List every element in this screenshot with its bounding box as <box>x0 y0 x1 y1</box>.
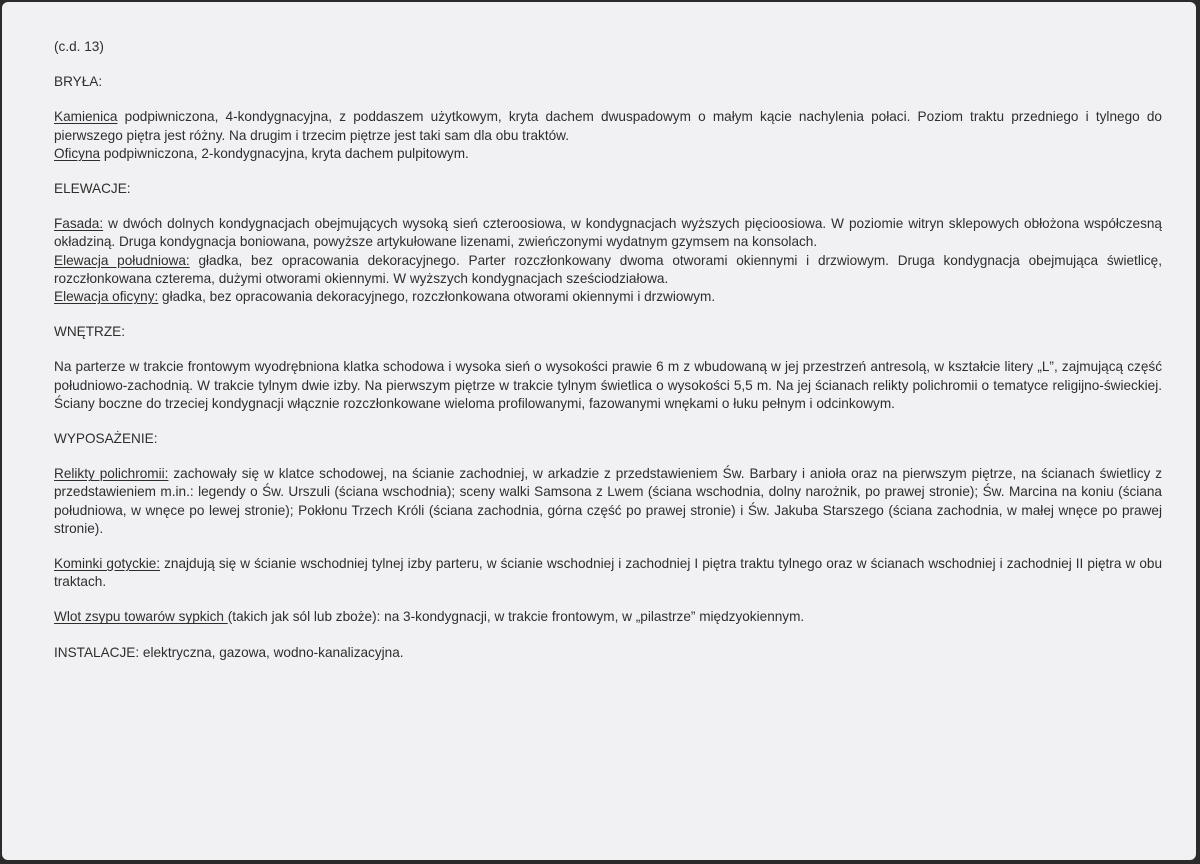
heading-wyposazenie: WYPOSAŻENIE: <box>54 431 158 447</box>
text-elewacja-poludniowa: gładka, bez opracowania dekoracyjnego. Parter rozczłonkowany dwoma otworami okiennymi i drzwiowym. Druga kondygnacja obejmująca świetlicę, rozczłonkowana czterema, dużymi otworami okiennymi. W wyższych kondygnacjach sześciodziałowa. <box>54 252 1162 286</box>
paragraph-oficyna <box>54 145 1162 163</box>
paragraph-elewacja-oficyny <box>54 288 1162 306</box>
label-relikty: Relikty polichromii: <box>54 466 169 482</box>
paragraph-kamienica <box>54 108 1162 144</box>
label-elewacja-poludniowa: Elewacja południowa: <box>54 252 190 268</box>
label-oficyna: Oficyna <box>54 145 101 161</box>
text-wlot: (takich jak sól lub zboże): na 3-kondygnacji, w trakcie frontowym, w „pilastrze” międzyokiennym. <box>227 609 805 625</box>
paragraph-wnetrze: Na parterze w trakcie frontowym wyodrębniona klatka schodowa i wysoka sień o wysokości prawie 6 m z wbudowaną w jej przestrzeń antresolą, w kształcie litery „L”, zajmującą część południowo-zachodnią. W trakcie tylnym dwie izby. Na pierwszym piętrze w trakcie tylnym świetlica o wysokości 5,5 m. Na jej ścianach relikty polichromii o tematyce religijno-świeckiej. Ściany boczne do trzeciej kondygnacji włącznie rozczłonkowane wieloma profilowanymi, fazowanymi wnękami o łuku pełnym i odcinkowym. <box>54 359 1162 411</box>
label-kamienica: Kamienica <box>54 109 118 125</box>
document-card <box>2 2 1196 860</box>
heading-bryla: BRYŁA: <box>54 74 103 90</box>
text-kamienica: podpiwniczona, 4-kondygnacyjna, z poddaszem użytkowym, kryta dachem dwuspadowym o małym kącie nachylenia połaci. Poziom traktu przedniego i tylnego do pierwszego piętra jest różny. Na drugim i trzecim piętrze jest taki sam dla obu traktów. <box>54 109 1162 143</box>
paragraph-relikty <box>54 465 1162 538</box>
paragraph-kominki <box>54 555 1162 591</box>
continuation-note: (c.d. 13) <box>54 39 104 54</box>
label-elewacja-oficyny: Elewacja oficyny: <box>54 289 159 305</box>
document-body <box>54 38 1162 662</box>
text-fasada: w dwóch dolnych kondygnacjach obejmujących wysoką sień czteroosiowa, w kondygnacjach wyższych pięcioosiowa. W poziomie witryn sklepowych obłożona współczesną okładziną. Druga kondygnacja boniowana, powyższe artykułowane lizenami, zwieńczonymi wydatnym gzymsem na konsolach. <box>54 216 1162 250</box>
label-fasada: Fasada: <box>54 216 104 232</box>
label-wlot: Wlot zsypu towarów sypkich <box>54 609 228 625</box>
paragraph-instalacje: INSTALACJE: elektryczna, gazowa, wodno-kanalizacyjna. <box>54 644 404 660</box>
text-elewacja-oficyny: gładka, bez opracowania dekoracyjnego, rozczłonkowana otworami okiennymi i drzwiowym. <box>158 289 716 305</box>
heading-elewacje: ELEWACJE: <box>54 181 131 197</box>
text-relikty: zachowały się w klatce schodowej, na ścianie zachodniej, w arkadzie z przedstawieniem Św. Barbary i anioła oraz na pierwszym piętrze, na ścianach świetlicy z przedstawieniem m.in.: legendy o Św. Urszuli (ściana wschodnia); sceny walki Samsona z Lwem (ściana wschodnia, dolny narożnik, po prawej stronie); Św. Marcina na koniu (ściana południowa, w wnęce po lewej stronie); Pokłonu Trzech Króli (ściana zachodnia, górna część po prawej stronie) i Św. Jakuba Starszego (ściana zachodnia, w małej wnęce po prawej stronie). <box>54 466 1162 536</box>
paragraph-fasada <box>54 215 1162 251</box>
label-kominki: Kominki gotyckie: <box>54 556 161 572</box>
paragraph-wlot <box>54 608 1162 626</box>
text-oficyna: podpiwniczona, 2-kondygnacyjna, kryta dachem pulpitowym. <box>100 145 469 161</box>
paragraph-elewacja-poludniowa <box>54 252 1162 288</box>
heading-wnetrze: WNĘTRZE: <box>54 324 125 340</box>
text-kominki: znajdują się w ścianie wschodniej tylnej izby parteru, w ścianie wschodniej i zachodniej I piętra traktu tylnego oraz w ścianach wschodniej i zachodniej II piętra w obu traktach. <box>54 556 1163 590</box>
